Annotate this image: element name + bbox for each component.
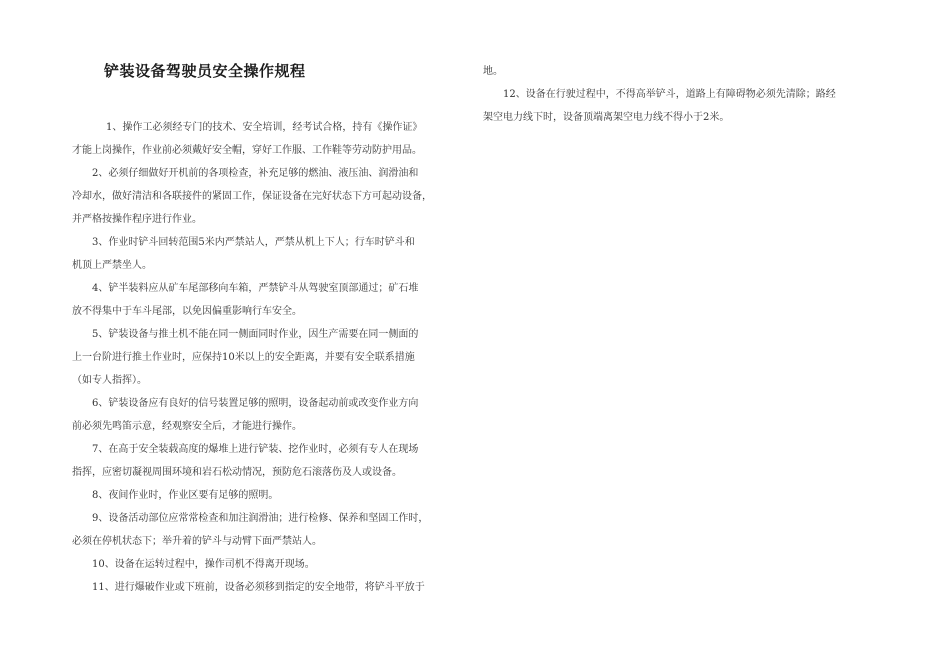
rule-paragraph-11-continued	[483, 60, 883, 83]
rule-line: 8、夜间作业时，作业区要有足够的照明。	[92, 490, 279, 501]
rule-line: 指挥，应密切凝视周围环境和岩石松动情况，预防危石滚落伤及人或设备。	[72, 467, 402, 478]
rule-line: 7、在高于安全装载高度的爆堆上进行铲装、挖作业时，必须有专人在现场	[92, 444, 419, 455]
rule-line: 架空电力线下时，设备顶端离架空电力线不得小于2米。	[483, 112, 730, 123]
rule-line: 地。	[483, 66, 503, 77]
rule-line: （如专人指挥）。	[72, 375, 147, 386]
rule-line: 冷却水，做好清洁和各联接件的紧固工作，保证设备在完好状态下方可起动设备，	[72, 191, 432, 202]
document-title: 铲装设备驾驶员安全操作规程	[104, 62, 306, 80]
rule-paragraph-8	[72, 484, 472, 507]
rule-line: 并严格按操作程序进行作业。	[72, 214, 202, 225]
rule-paragraph-10	[72, 553, 472, 576]
rule-line: 3、作业时铲斗回转范围5米内严禁站人，严禁从机上下人；行车时铲斗和	[92, 237, 415, 248]
rule-line: 2、必须仔细做好开机前的各项检查，补充足够的燃油、液压油、润滑油和	[92, 168, 419, 179]
rule-paragraph-11	[72, 576, 472, 599]
rule-paragraph-1	[72, 116, 472, 162]
rule-line: 才能上岗操作，作业前必须戴好安全帽，穿好工作服、工作鞋等劳动防护用品。	[72, 145, 422, 156]
rule-line: 11、进行爆破作业或下班前，设备必须移到指定的安全地带，将铲斗平放于	[92, 582, 425, 593]
rule-line: 12、设备在行驶过程中，不得高举铲斗，道路上有障碍物必须先清除；路经	[503, 89, 836, 100]
rule-line: 机顶上严禁坐人。	[72, 260, 152, 271]
rule-paragraph-2	[72, 162, 472, 231]
rule-line: 放不得集中于车斗尾部，以免因偏重影响行车安全。	[72, 306, 302, 317]
rule-paragraph-3	[72, 231, 472, 277]
rule-paragraph-7	[72, 438, 472, 484]
rule-line: 5、铲装设备与推土机不能在同一侧面同时作业，因生产需要在同一侧面的	[92, 329, 419, 340]
rule-line: 上一台阶进行推土作业时，应保持10米以上的安全距离，并要有安全联系措施	[72, 352, 415, 363]
rule-line: 1、操作工必须经专门的技术、安全培训，经考试合格，持有《操作证》	[106, 122, 423, 133]
rule-line: 前必须先鸣笛示意，经观察安全后，才能进行操作。	[72, 421, 302, 432]
rule-line: 必须在停机状态下；举升着的铲斗与动臂下面严禁站人。	[72, 536, 322, 547]
rule-paragraph-9	[72, 507, 472, 553]
rule-paragraph-12	[483, 83, 883, 129]
rule-line: 4、铲半装料应从矿车尾部移向车箱，严禁铲斗从驾驶室顶部通过；矿石堆	[92, 283, 419, 294]
rule-line: 10、设备在运转过程中，操作司机不得离开现场。	[92, 559, 315, 570]
rule-line: 9、设备活动部位应常常检查和加注润滑油；进行检修、保养和坚固工作时，	[92, 513, 429, 524]
rule-paragraph-5	[72, 323, 472, 392]
rule-paragraph-6	[72, 392, 472, 438]
right-column	[483, 60, 883, 129]
rule-paragraph-4	[72, 277, 472, 323]
rule-line: 6、铲装设备应有良好的信号装置足够的照明，设备起动前或改变作业方向	[92, 398, 419, 409]
left-column	[72, 116, 472, 599]
